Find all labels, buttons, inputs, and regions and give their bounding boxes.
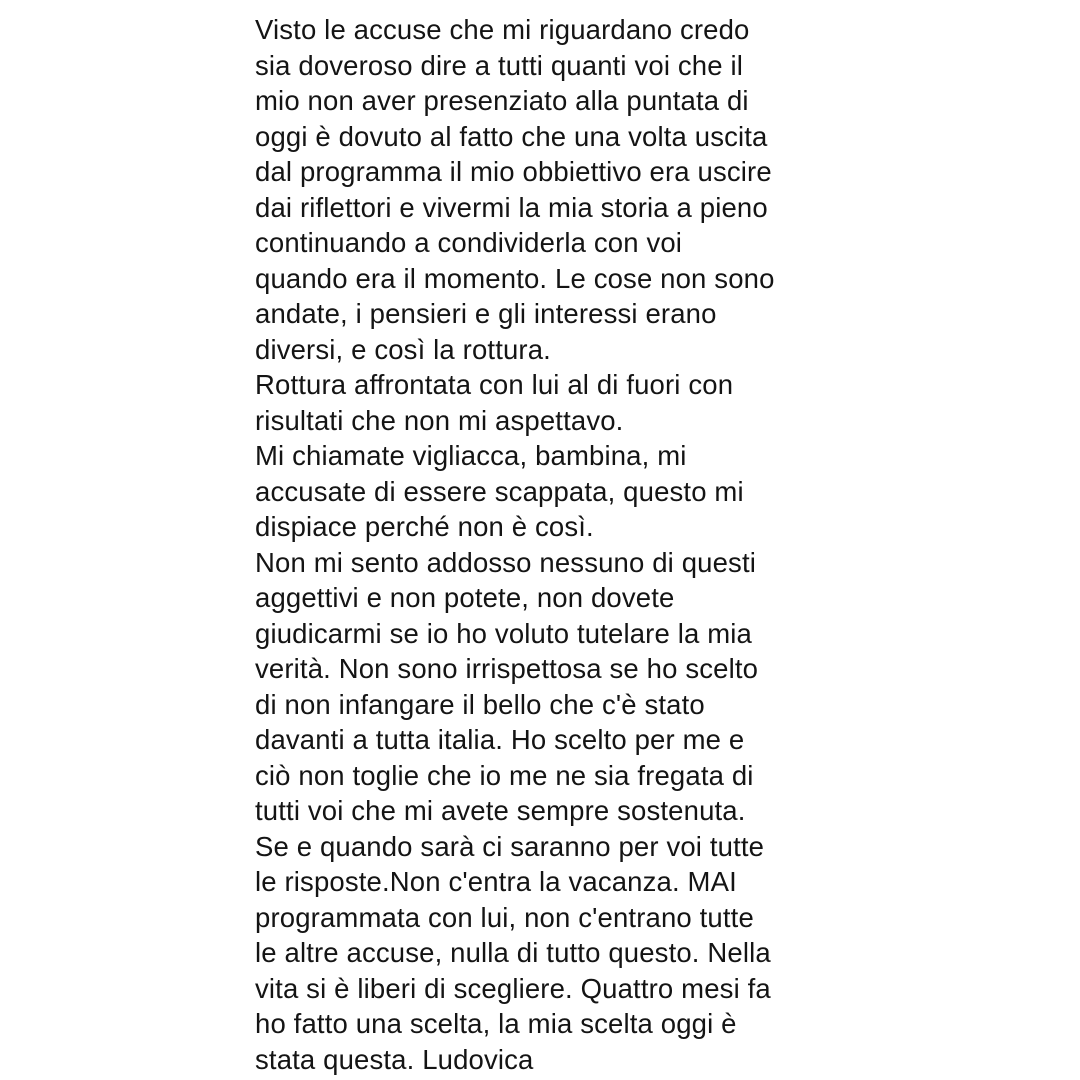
message-line: Visto le accuse che mi riguardano credo <box>255 14 750 45</box>
message-line: giudicarmi se io ho voluto tutelare la mia <box>255 617 752 649</box>
message-line: vita si è liberi di scegliere. Quattro mesi fa <box>255 972 771 1004</box>
message-line: risultati che non mi aspettavo. <box>255 404 624 436</box>
message-line: verità. Non sono irrispettosa se ho scelto <box>255 653 759 684</box>
message-line: sia doveroso dire a tutti quanti voi che il <box>255 49 743 81</box>
message-line: dal programma il mio obbiettivo era uscire <box>255 156 772 187</box>
message-line: continuando a condividerla con voi <box>255 227 683 258</box>
message-line: le risposte.Non c'entra la vacanza. MAI <box>255 866 737 897</box>
message-line: ho fatto una scelta, la mia scelta oggi è <box>255 1008 737 1039</box>
message-line: aggettivi e non potete, non dovete <box>255 582 675 613</box>
message-line: diversi, e così la rottura. <box>255 333 551 365</box>
message-line: oggi è dovuto al fatto che una volta uscita <box>255 120 768 152</box>
message-line: programmata con lui, non c'entrano tutte <box>255 901 754 933</box>
message-line: stata questa. Ludovica <box>255 1043 534 1075</box>
message-line: Mi chiamate vigliacca, bambina, mi <box>255 440 687 471</box>
message-line: Se e quando sarà ci saranno per voi tutte <box>255 830 765 862</box>
message-line: dispiace perché non è così. <box>255 511 594 542</box>
message-line: tutti voi che mi avete sempre sostenuta. <box>255 795 746 826</box>
message-line: andate, i pensieri e gli interessi erano <box>255 298 717 329</box>
message-line: ciò non toglie che io me ne sia fregata di <box>255 759 754 791</box>
message-line: Non mi sento addosso nessuno di questi <box>255 546 757 578</box>
message-line: di non infangare il bello che c'è stato <box>255 688 705 720</box>
message-line: accusate di essere scappata, questo mi <box>255 475 744 507</box>
message-line: Rottura affrontata con lui al di fuori con <box>255 369 734 400</box>
message-line: quando era il momento. Le cose non sono <box>255 262 775 294</box>
message-line: dai riflettori e vivermi la mia storia a pieno <box>255 191 768 223</box>
message-line: davanti a tutta italia. Ho scelto per me e <box>255 724 745 755</box>
message-line: le altre accuse, nulla di tutto questo. Nella <box>255 937 771 968</box>
message-line: mio non aver presenziato alla puntata di <box>255 85 749 116</box>
message-text-block <box>255 12 875 1077</box>
